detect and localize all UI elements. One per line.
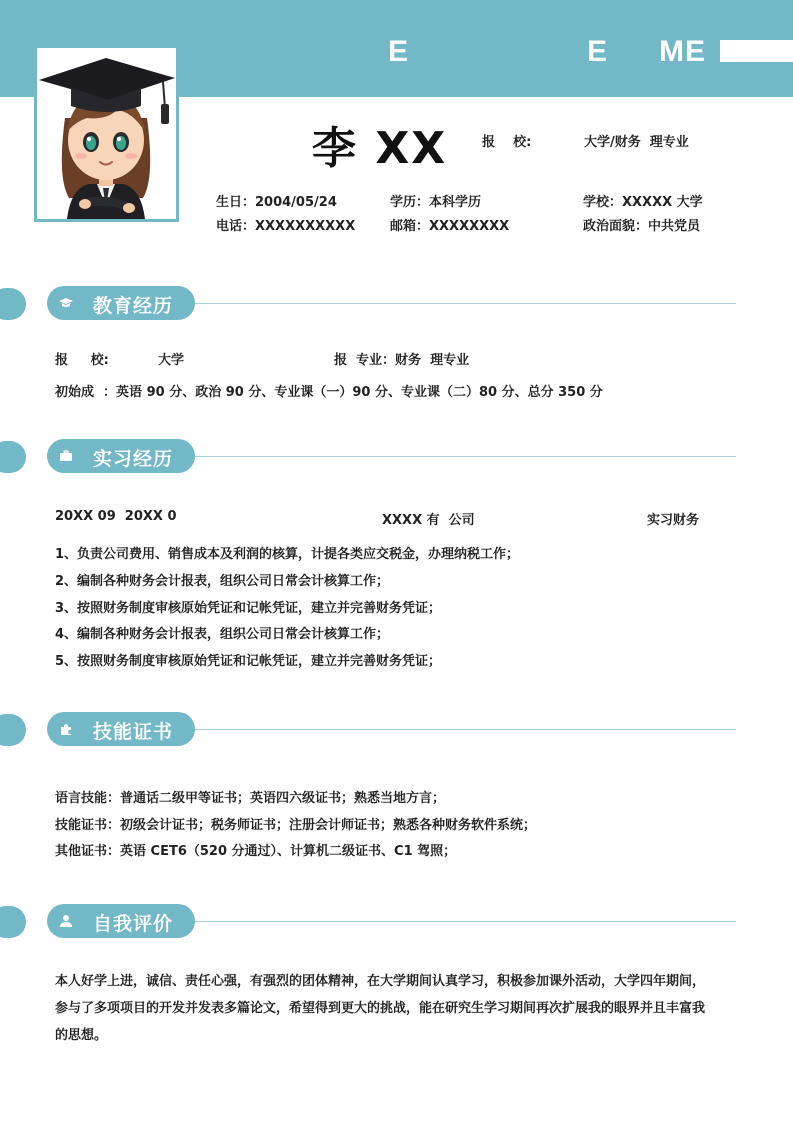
internship-period: 20XX 09 20XX 0 bbox=[55, 509, 177, 524]
apply-label: 报 校: bbox=[482, 135, 532, 150]
education-school-label: 报 校: bbox=[55, 353, 109, 368]
internship-company: XXXX 有 公司 bbox=[382, 513, 475, 528]
banner-letter: E bbox=[587, 35, 609, 68]
section-skills-header bbox=[0, 712, 793, 748]
section-tab bbox=[0, 906, 26, 938]
section-pill bbox=[47, 286, 195, 320]
section-title: 教育经历 bbox=[93, 295, 174, 317]
avatar-illustration bbox=[37, 48, 176, 219]
section-divider bbox=[195, 456, 736, 457]
skills-line: 语言技能：普通话二级甲等证书；英语四六级证书；熟悉当地方言； bbox=[55, 791, 446, 806]
apply-value: 大学/财务 理专业 bbox=[584, 135, 689, 150]
section-divider bbox=[195, 303, 736, 304]
internship-duty: 2、编制各种财务会计报表，组织公司日常会计核算工作； bbox=[55, 574, 390, 589]
section-divider bbox=[195, 729, 736, 730]
internship-duty: 3、按照财务制度审核原始凭证和记帐凭证，建立并完善财务凭证； bbox=[55, 601, 442, 616]
internship-duty: 4、编制各种财务会计报表，组织公司日常会计核算工作； bbox=[55, 627, 390, 642]
section-pill bbox=[47, 439, 195, 473]
briefcase-icon bbox=[58, 448, 74, 464]
section-education-header bbox=[0, 286, 793, 322]
internship-position: 实习财务 bbox=[647, 513, 700, 528]
info-politics: 政治面貌：中共党员 bbox=[583, 219, 701, 234]
info-email: 邮箱：XXXXXXXX bbox=[390, 219, 510, 234]
internship-duty: 5、按照财务制度审核原始凭证和记帐凭证，建立并完善财务凭证； bbox=[55, 654, 442, 669]
education-scores: 初始成 ：英语 90 分、政治 90 分、专业课（一）90 分、专业课（二）80 分、总分 350 分 bbox=[55, 385, 603, 400]
skills-line: 其他证书：英语 CET6（520 分通过）、计算机二级证书、C1 驾照； bbox=[55, 844, 457, 859]
skills-line: 技能证书：初级会计证书；税务师证书；注册会计师证书；熟悉各种财务软件系统； bbox=[55, 818, 537, 833]
education-school-value: 大学 bbox=[158, 353, 185, 368]
candidate-name: 李 XX bbox=[312, 123, 448, 174]
section-tab bbox=[0, 441, 26, 473]
puzzle-icon bbox=[58, 721, 74, 737]
section-title: 技能证书 bbox=[93, 721, 174, 743]
info-birth: 生日：2004/05/24 bbox=[216, 195, 337, 210]
section-self-header bbox=[0, 904, 793, 940]
banner-letter: ME bbox=[659, 35, 706, 68]
section-pill bbox=[47, 904, 195, 938]
self-evaluation-text: 本人好学上进，诚信、责任心强，有强烈的团体精神，在大学期间认真学习，积极参加课外活动，大学四年期间，参与了多项项目的开发并发表多篇论文，希望得到更大的挑战，能在研究生学习期间再次扩展我的眼界并且丰富我的思想。 bbox=[55, 974, 706, 1043]
section-divider bbox=[195, 921, 736, 922]
info-school: 学校：XXXXX 大学 bbox=[583, 195, 703, 210]
section-tab bbox=[0, 288, 26, 320]
info-education: 学历：本科学历 bbox=[390, 195, 482, 210]
user-icon bbox=[58, 913, 74, 929]
internship-duty: 1、负责公司费用、销售成本及利润的核算，计提各类应交税金，办理纳税工作； bbox=[55, 547, 520, 562]
graduation-cap-icon bbox=[58, 295, 74, 311]
education-major: 报 专业：财务 理专业 bbox=[334, 353, 470, 368]
section-pill bbox=[47, 712, 195, 746]
section-title: 实习经历 bbox=[93, 448, 174, 470]
info-phone: 电话：XXXXXXXXXX bbox=[216, 219, 356, 234]
banner-decoration bbox=[720, 40, 793, 62]
banner-letter: E bbox=[388, 35, 410, 68]
section-title: 自我评价 bbox=[93, 913, 174, 935]
avatar bbox=[34, 45, 179, 222]
section-tab bbox=[0, 714, 26, 746]
section-internship-header bbox=[0, 439, 793, 475]
